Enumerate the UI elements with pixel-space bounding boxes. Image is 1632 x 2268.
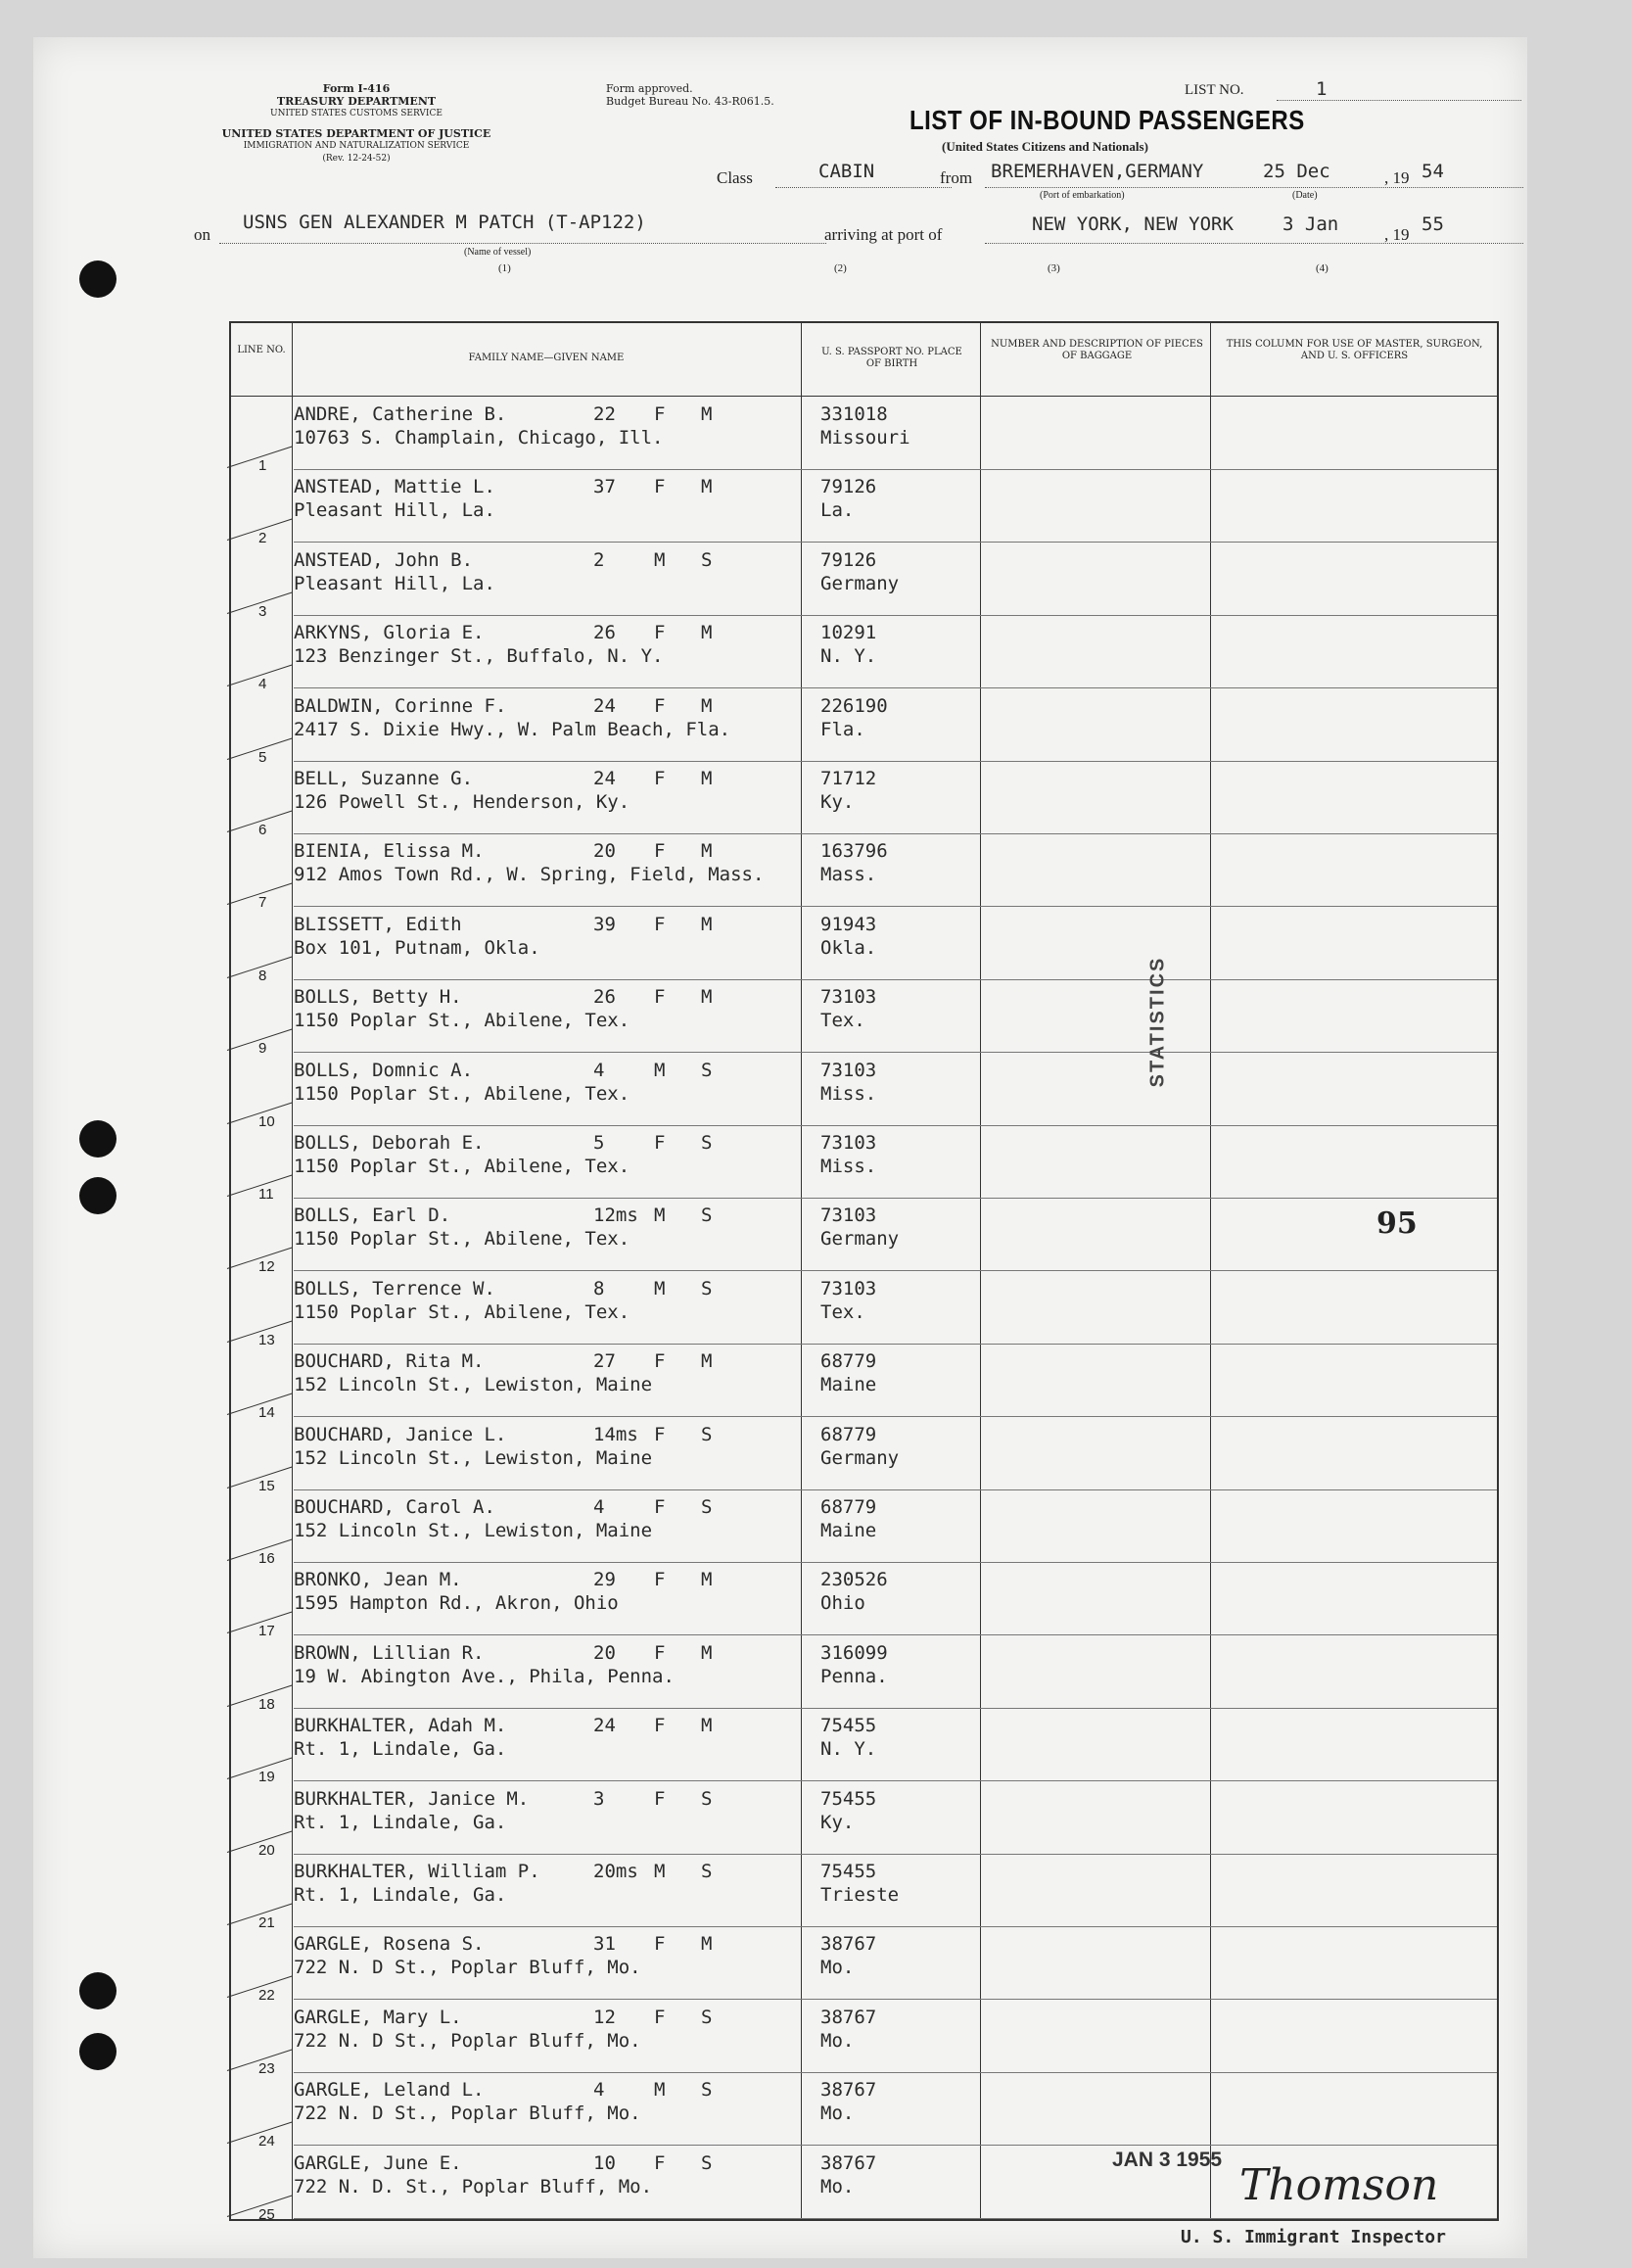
passport-number: 38767 xyxy=(820,2079,877,2102)
passenger-sex: M xyxy=(654,1861,666,1882)
passenger-name: BOLLS, Domnic A. xyxy=(294,1059,474,1081)
table-row xyxy=(231,470,1497,547)
passenger-sex: M xyxy=(654,2079,666,2102)
statistics-stamp: STATISTICS xyxy=(1146,956,1169,1088)
marital-status: S xyxy=(701,1277,713,1299)
place-of-birth: N. Y. xyxy=(820,645,877,668)
passport-number: 68779 xyxy=(820,1496,877,1518)
line-number: 9 xyxy=(258,1040,267,1058)
passenger-name: BOLLS, Earl D. xyxy=(294,1205,451,1227)
place-of-birth: Ohio xyxy=(820,1592,865,1615)
place-of-birth: Okla. xyxy=(820,936,877,959)
place-of-birth: Missouri xyxy=(820,427,910,449)
passenger-sex: M xyxy=(654,1205,666,1227)
passenger-address: 722 N. D St., Poplar Bluff, Mo. xyxy=(294,2103,641,2125)
vessel-caption: (Name of vessel) xyxy=(464,247,532,258)
passenger-sex: F xyxy=(654,1350,666,1373)
col1-caption: (1) xyxy=(498,262,511,274)
place-of-birth: Fla. xyxy=(820,718,865,740)
header-line-no: LINE NO. xyxy=(237,345,286,355)
passport-number: 73103 xyxy=(820,1205,877,1227)
passenger-name: BOLLS, Deborah E. xyxy=(294,1132,485,1154)
passport-number: 79126 xyxy=(820,476,877,498)
form-number: Form I-416 xyxy=(322,82,391,95)
passport-number: 91943 xyxy=(820,913,877,935)
passenger-sex: F xyxy=(654,840,666,863)
table-row xyxy=(231,1126,1497,1203)
passenger-age: 37 xyxy=(593,476,616,498)
passenger-age: 26 xyxy=(593,986,616,1009)
embark-year-prefix: , 19 xyxy=(1384,168,1410,187)
passenger-address: 1150 Poplar St., Abilene, Tex. xyxy=(294,1228,630,1251)
passenger-name: BRONKO, Jean M. xyxy=(294,1569,462,1591)
line-number: 10 xyxy=(258,1112,275,1130)
marital-status: S xyxy=(701,1059,713,1081)
place-of-birth: Maine xyxy=(820,1520,877,1541)
place-of-birth: Mo. xyxy=(820,1957,855,1979)
table-row xyxy=(231,1855,1497,1931)
arrival-year-prefix: , 19 xyxy=(1384,225,1410,244)
line-number: 19 xyxy=(258,1769,275,1786)
place-of-birth: Mass. xyxy=(820,864,877,886)
passenger-age: 22 xyxy=(593,403,616,425)
place-of-birth: Mo. xyxy=(820,2029,855,2052)
passport-number: 75455 xyxy=(820,1787,877,1810)
passport-number: 75455 xyxy=(820,1861,877,1882)
header-passport: U. S. PASSPORT NO. PLACE OF BIRTH xyxy=(821,347,962,369)
passenger-name: BOLLS, Terrence W. xyxy=(294,1277,495,1299)
marital-status: S xyxy=(701,1205,713,1227)
passenger-address: 2417 S. Dixie Hwy., W. Palm Beach, Fla. xyxy=(294,718,731,740)
passenger-age: 31 xyxy=(593,1933,616,1956)
passenger-address: 1150 Poplar St., Abilene, Tex. xyxy=(294,1082,630,1105)
place-of-birth: Ky. xyxy=(820,791,855,813)
passport-number: 230526 xyxy=(820,1569,888,1591)
passport-number: 331018 xyxy=(820,403,888,425)
passenger-address: 1595 Hampton Rd., Akron, Ohio xyxy=(294,1592,619,1615)
marital-status: M xyxy=(701,840,713,863)
passenger-count: 95 xyxy=(1376,1206,1418,1241)
arrival-year: 55 xyxy=(1422,213,1444,235)
passenger-name: BURKHALTER, Adah M. xyxy=(294,1715,507,1737)
marital-status: M xyxy=(701,1933,713,1956)
date-caption: (Date) xyxy=(1292,190,1318,201)
form-id-block xyxy=(258,82,454,120)
passenger-address: 1150 Poplar St., Abilene, Tex. xyxy=(294,1010,630,1032)
place-of-birth: Mo. xyxy=(820,2175,855,2197)
passenger-age: 10 xyxy=(593,2151,616,2174)
place-of-birth: Tex. xyxy=(820,1010,865,1032)
table-row xyxy=(231,980,1497,1058)
line-number: 4 xyxy=(258,676,267,693)
list-no-label: LIST NO. xyxy=(1185,82,1244,98)
line-number: 17 xyxy=(258,1623,275,1640)
marital-status: M xyxy=(701,694,713,717)
line-number: 15 xyxy=(258,1477,275,1494)
line-number: 21 xyxy=(258,1914,275,1931)
line-number: 25 xyxy=(258,2205,275,2223)
line-number: 18 xyxy=(258,1695,275,1713)
passenger-sex: F xyxy=(654,1569,666,1591)
passenger-sex: F xyxy=(654,2151,666,2174)
passenger-address: 19 W. Abington Ave., Phila, Penna. xyxy=(294,1665,675,1687)
passenger-address: 722 N. D St., Poplar Bluff, Mo. xyxy=(294,1957,641,1979)
table-row xyxy=(231,1345,1497,1422)
passenger-age: 20 xyxy=(593,840,616,863)
place-of-birth: Mo. xyxy=(820,2103,855,2125)
marital-status: S xyxy=(701,1861,713,1882)
passenger-sex: F xyxy=(654,986,666,1009)
passenger-sex: F xyxy=(654,1132,666,1154)
passport-number: 73103 xyxy=(820,1132,877,1154)
passenger-age: 20ms xyxy=(593,1861,638,1882)
passport-number: 38767 xyxy=(820,2006,877,2028)
header-name: FAMILY NAME—GIVEN NAME xyxy=(468,353,625,363)
punch-hole xyxy=(79,2033,117,2070)
passenger-address: 152 Lincoln St., Lewiston, Maine xyxy=(294,1374,653,1396)
inspector-label: U. S. Immigrant Inspector xyxy=(1181,2227,1446,2247)
table-row xyxy=(231,398,1497,474)
line-number: 7 xyxy=(258,894,267,912)
passenger-sex: F xyxy=(654,1933,666,1956)
passenger-address: 1150 Poplar St., Abilene, Tex. xyxy=(294,1300,630,1323)
place-of-birth: La. xyxy=(820,499,855,522)
passenger-sex: F xyxy=(654,1715,666,1737)
passenger-sex: F xyxy=(654,1496,666,1518)
table-row xyxy=(231,2001,1497,2077)
marital-status: S xyxy=(701,1787,713,1810)
passport-number: 75455 xyxy=(820,1715,877,1737)
punch-hole xyxy=(79,260,117,298)
line-number: 5 xyxy=(258,748,267,766)
manifest-page xyxy=(33,37,1527,2258)
marital-status: S xyxy=(701,1132,713,1154)
table-row xyxy=(231,834,1497,912)
passport-number: 316099 xyxy=(820,1641,888,1664)
table-row xyxy=(231,1563,1497,1640)
passenger-age: 24 xyxy=(593,768,616,789)
line-number: 6 xyxy=(258,822,267,838)
passenger-age: 24 xyxy=(593,1715,616,1737)
place-of-birth: Tex. xyxy=(820,1300,865,1323)
marital-status: M xyxy=(701,1350,713,1373)
passport-number: 226190 xyxy=(820,694,888,717)
on-label: on xyxy=(194,225,210,244)
doj-line: UNITED STATES DEPARTMENT OF JUSTICE xyxy=(221,127,491,140)
passenger-name: GARGLE, Rosena S. xyxy=(294,1933,485,1956)
table-row xyxy=(231,908,1497,984)
place-of-birth: Germany xyxy=(820,1446,900,1469)
place-of-birth: Miss. xyxy=(820,1156,877,1177)
marital-status: S xyxy=(701,2151,713,2174)
marital-status: S xyxy=(701,548,713,571)
passenger-age: 12ms xyxy=(593,1205,638,1227)
passenger-age: 4 xyxy=(593,1059,605,1081)
passenger-age: 5 xyxy=(593,1132,605,1154)
place-of-birth: Trieste xyxy=(820,1884,900,1906)
class-value: CABIN xyxy=(818,161,875,182)
passenger-address: 126 Powell St., Henderson, Ky. xyxy=(294,791,630,813)
customs-line: UNITED STATES CUSTOMS SERVICE xyxy=(270,109,443,118)
place-of-birth: Germany xyxy=(820,1228,900,1251)
table-row xyxy=(231,689,1497,766)
passenger-address: Pleasant Hill, La. xyxy=(294,499,495,522)
embark-date: 25 Dec xyxy=(1263,161,1330,182)
table-row xyxy=(231,762,1497,838)
line-number: 12 xyxy=(258,1258,275,1276)
table-row xyxy=(231,2073,1497,2150)
marital-status: M xyxy=(701,476,713,498)
passenger-address: 152 Lincoln St., Lewiston, Maine xyxy=(294,1520,653,1541)
passenger-address: 722 N. D. St., Poplar Bluff, Mo. xyxy=(294,2175,653,2197)
passenger-sex: F xyxy=(654,1787,666,1810)
line-number: 11 xyxy=(258,1186,274,1203)
passenger-name: ANSTEAD, Mattie L. xyxy=(294,476,495,498)
marital-status: M xyxy=(701,986,713,1009)
line-number: 16 xyxy=(258,1550,275,1567)
place-of-birth: Ky. xyxy=(820,1811,855,1833)
passport-number: 68779 xyxy=(820,1350,877,1373)
passenger-address: 10763 S. Champlain, Chicago, Ill. xyxy=(294,427,664,449)
passenger-table xyxy=(229,321,1499,2221)
passenger-address: 123 Benzinger St., Buffalo, N. Y. xyxy=(294,645,664,668)
col2-caption: (2) xyxy=(834,262,847,274)
table-row xyxy=(231,1418,1497,1494)
passenger-sex: F xyxy=(654,476,666,498)
passenger-age: 24 xyxy=(593,694,616,717)
passenger-name: ANSTEAD, John B. xyxy=(294,548,474,571)
passenger-sex: F xyxy=(654,622,666,644)
header-officers: THIS COLUMN FOR USE OF MASTER, SURGEON, AND U. S. OFFICERS xyxy=(1226,339,1483,361)
page-title: LIST OF IN-BOUND PASSENGERS xyxy=(909,105,1305,136)
passenger-address: 152 Lincoln St., Lewiston, Maine xyxy=(294,1446,653,1469)
punch-hole xyxy=(79,1972,117,2009)
passenger-age: 29 xyxy=(593,1569,616,1591)
passenger-sex: F xyxy=(654,1423,666,1445)
line-number: 24 xyxy=(258,2133,275,2150)
approval-block xyxy=(606,82,802,108)
passport-number: 79126 xyxy=(820,548,877,571)
doj-block xyxy=(180,127,533,165)
table-row xyxy=(231,1636,1497,1713)
marital-status: S xyxy=(701,1423,713,1445)
place-of-birth: Germany xyxy=(820,572,900,594)
passenger-age: 12 xyxy=(593,2006,616,2028)
passport-number: 10291 xyxy=(820,622,877,644)
passenger-age: 26 xyxy=(593,622,616,644)
passenger-name: BOUCHARD, Rita M. xyxy=(294,1350,485,1373)
marital-status: M xyxy=(701,403,713,425)
passenger-sex: F xyxy=(654,768,666,789)
table-row xyxy=(231,1199,1497,1276)
ins-line: IMMIGRATION AND NATURALIZATION SERVICE xyxy=(243,141,470,151)
punch-hole xyxy=(79,1177,117,1214)
passport-number: 73103 xyxy=(820,1277,877,1299)
passenger-name: GARGLE, Leland L. xyxy=(294,2079,485,2102)
table-row xyxy=(231,1490,1497,1567)
line-number: 3 xyxy=(258,602,267,620)
table-row xyxy=(231,543,1497,620)
passenger-name: BURKHALTER, Janice M. xyxy=(294,1787,530,1810)
marital-status: S xyxy=(701,2006,713,2028)
passenger-sex: F xyxy=(654,1641,666,1664)
passenger-name: BURKHALTER, William P. xyxy=(294,1861,540,1882)
line-number: 13 xyxy=(258,1331,275,1348)
list-no-value: 1 xyxy=(1316,78,1328,100)
approval-line: Form approved. xyxy=(606,82,693,95)
passenger-age: 4 xyxy=(593,2079,605,2102)
embarkation-port: BREMERHAVEN,GERMANY xyxy=(991,161,1204,182)
passenger-sex: M xyxy=(654,1059,666,1081)
embark-year: 54 xyxy=(1422,161,1444,182)
line-number: 22 xyxy=(258,1987,275,2005)
passenger-sex: F xyxy=(654,913,666,935)
table-row xyxy=(231,1709,1497,1786)
marital-status: M xyxy=(701,913,713,935)
rev-line: (Rev. 12-24-52) xyxy=(322,154,391,164)
passport-number: 68779 xyxy=(820,1423,877,1445)
passenger-address: 722 N. D St., Poplar Bluff, Mo. xyxy=(294,2029,641,2052)
passenger-address: Rt. 1, Lindale, Ga. xyxy=(294,1811,507,1833)
passport-number: 38767 xyxy=(820,2151,877,2174)
place-of-birth: Penna. xyxy=(820,1665,888,1687)
passenger-name: ARKYNS, Gloria E. xyxy=(294,622,485,644)
line-number: 20 xyxy=(258,1841,275,1859)
passenger-address: 912 Amos Town Rd., W. Spring, Field, Mass. xyxy=(294,864,765,886)
passenger-name: BOLLS, Betty H. xyxy=(294,986,462,1009)
class-label: Class xyxy=(717,168,753,187)
line-number: 1 xyxy=(258,457,267,474)
table-row xyxy=(231,1927,1497,2005)
passenger-age: 8 xyxy=(593,1277,605,1299)
marital-status: M xyxy=(701,1641,713,1664)
marital-status: M xyxy=(701,1715,713,1737)
treasury-line: TREASURY DEPARTMENT xyxy=(276,95,437,108)
passenger-sex: F xyxy=(654,2006,666,2028)
arrival-port: NEW YORK, NEW YORK xyxy=(1032,213,1234,235)
passport-number: 71712 xyxy=(820,768,877,789)
passenger-name: BALDWIN, Corinne F. xyxy=(294,694,507,717)
marital-status: S xyxy=(701,1496,713,1518)
from-label: from xyxy=(940,168,973,187)
passenger-name: BIENIA, Elissa M. xyxy=(294,840,485,863)
marital-status: M xyxy=(701,768,713,789)
embark-caption: (Port of embarkation) xyxy=(1040,190,1125,201)
marital-status: M xyxy=(701,1569,713,1591)
passenger-sex: F xyxy=(654,694,666,717)
passenger-name: BOUCHARD, Janice L. xyxy=(294,1423,507,1445)
passenger-name: BLISSETT, Edith xyxy=(294,913,462,935)
passenger-address: Pleasant Hill, La. xyxy=(294,572,495,594)
marital-status: M xyxy=(701,622,713,644)
line-number: 8 xyxy=(258,967,267,984)
passenger-address: Box 101, Putnam, Okla. xyxy=(294,936,540,959)
date-stamp: JAN 3 1955 xyxy=(1112,2149,1223,2171)
line-number: 14 xyxy=(258,1404,275,1422)
passenger-address: Rt. 1, Lindale, Ga. xyxy=(294,1738,507,1761)
budget-line: Budget Bureau No. 43-R061.5. xyxy=(606,95,774,108)
table-row xyxy=(231,1782,1497,1859)
passenger-name: BROWN, Lillian R. xyxy=(294,1641,485,1664)
page-subtitle: (United States Citizens and Nationals) xyxy=(942,139,1148,154)
passenger-name: BELL, Suzanne G. xyxy=(294,768,474,789)
header-baggage: NUMBER AND DESCRIPTION OF PIECES OF BAGGAGE xyxy=(991,339,1203,361)
passenger-age: 27 xyxy=(593,1350,616,1373)
passenger-age: 4 xyxy=(593,1496,605,1518)
passenger-age: 20 xyxy=(593,1641,616,1664)
table-row xyxy=(231,1272,1497,1348)
table-row xyxy=(231,616,1497,693)
passport-number: 73103 xyxy=(820,986,877,1009)
passport-number: 73103 xyxy=(820,1059,877,1081)
passenger-name: ANDRE, Catherine B. xyxy=(294,403,507,425)
passenger-age: 2 xyxy=(593,548,605,571)
marital-status: S xyxy=(701,2079,713,2102)
passenger-name: BOUCHARD, Carol A. xyxy=(294,1496,495,1518)
arriving-label: arriving at port of xyxy=(824,225,943,244)
place-of-birth: Maine xyxy=(820,1374,877,1396)
passenger-age: 14ms xyxy=(593,1423,638,1445)
passenger-address: Rt. 1, Lindale, Ga. xyxy=(294,1884,507,1906)
vessel-name: USNS GEN ALEXANDER M PATCH (T-AP122) xyxy=(243,212,646,233)
passport-number: 38767 xyxy=(820,1933,877,1956)
passport-number: 163796 xyxy=(820,840,888,863)
passenger-address: 1150 Poplar St., Abilene, Tex. xyxy=(294,1156,630,1177)
passenger-age: 39 xyxy=(593,913,616,935)
passenger-sex: M xyxy=(654,548,666,571)
table-row xyxy=(231,1054,1497,1130)
line-number: 2 xyxy=(258,530,267,547)
passenger-age: 3 xyxy=(593,1787,605,1810)
passenger-name: GARGLE, Mary L. xyxy=(294,2006,462,2028)
inspector-signature: Thomson xyxy=(1239,2160,1439,2210)
col3-caption: (3) xyxy=(1048,262,1060,274)
passenger-sex: M xyxy=(654,1277,666,1299)
place-of-birth: N. Y. xyxy=(820,1738,877,1761)
passenger-name: GARGLE, June E. xyxy=(294,2151,462,2174)
line-number: 23 xyxy=(258,2059,275,2077)
passenger-sex: F xyxy=(654,403,666,425)
place-of-birth: Miss. xyxy=(820,1082,877,1105)
arrival-date: 3 Jan xyxy=(1282,213,1339,235)
col4-caption: (4) xyxy=(1316,262,1329,274)
punch-hole xyxy=(79,1120,117,1158)
